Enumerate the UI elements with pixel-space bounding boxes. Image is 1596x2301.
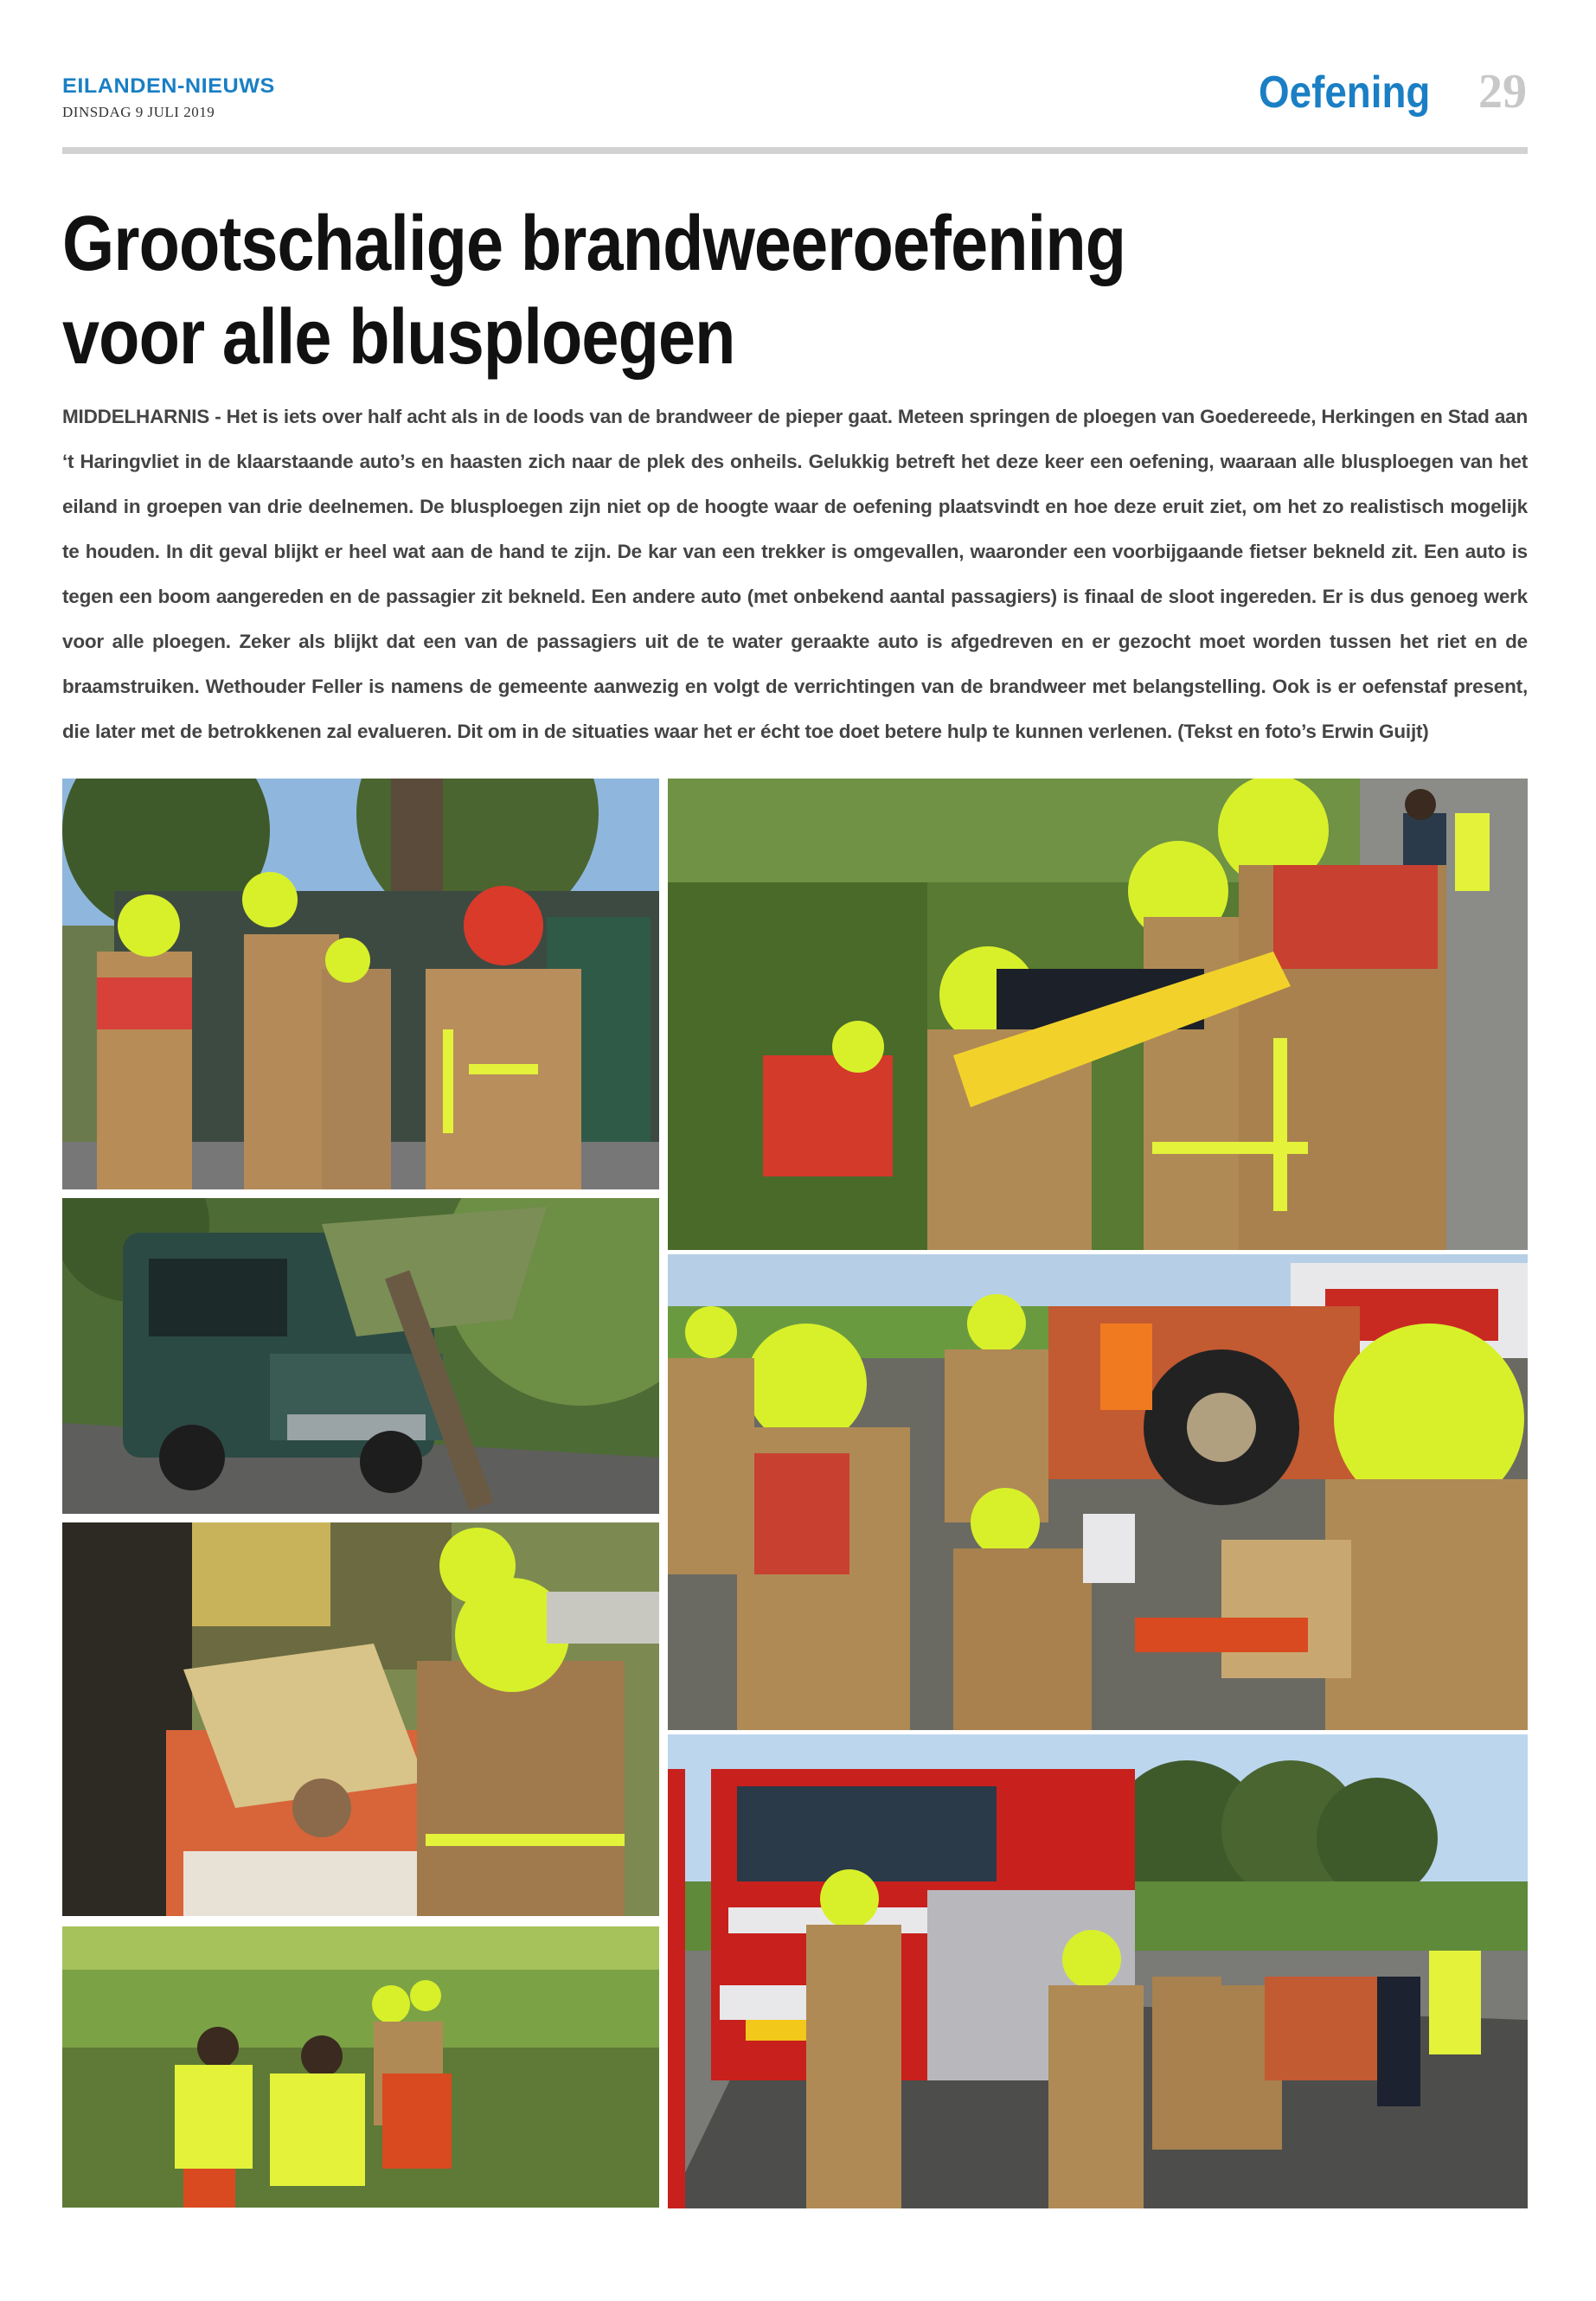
section-header [1235,64,1527,119]
article-body: MIDDELHARNIS - Het is iets over half acht als in de loods van de brandweer de pieper gaat. Meteen springen de ploegen van Goedereede, Herkingen en Stad aan ‘t Haringvliet in de klaarstaande auto’s en haasten zich naar de plek des onheils. Gelukkig betreft het deze keer een oefening, waaraan alle blusploegen van het eiland in groepen van drie deelnemen. De blusploegen zijn niet op de hoogte waar de oefening plaatsvindt en hoe deze eruit ziet, om het zo realistisch mogelijk te houden. In dit geval blijkt er heel wat aan de hand te zijn. De kar van een trekker is omgevallen, waaronder een voorbijgaande fietser bekneld zit. Een auto is tegen een boom aangereden en de passagier zit bekneld. Een andere auto (met onbekend aantal passagiers) is finaal de sloot ingereden. Er is dus genoeg werk voor alle ploegen. Zeker als blijkt dat een van de passagiers uit de te water geraakte auto is afgedreven en er gezocht moet worden tussen het riet en de braamstruiken. Wethouder Feller is namens de gemeente aanwezig en volgt de verrichtingen van de brandweer met belangstelling. Ook is er oefenstaf present, die later met de betrokkenen zal evalueren. Dit om in de situaties waar het er écht toe doet betere hulp te kunnen verlenen. (Tekst en foto’s Erwin Guijt) [62,406,1528,742]
photo-firefighters-at-van [62,779,659,1189]
header-divider [62,147,1528,154]
page-number: 29 [1478,65,1527,119]
section-title: Oefening [1258,67,1430,118]
photo-search-in-reeds [62,1926,659,2208]
newspaper-logo: EILANDEN-NIEUWS [62,74,275,98]
article-headline [62,197,1360,384]
photo-fire-truck-crew [668,1734,1528,2208]
photo-stretcher-rescue [668,779,1528,1250]
photo-van-against-tree [62,1198,659,1514]
masthead [62,74,275,121]
photo-victim-foil-blanket [62,1522,659,1916]
headline-line-1: Grootschalige brandweeroefening [62,201,1126,287]
photo-tractor-accident [668,1254,1528,1730]
issue-date: DINSDAG 9 JULI 2019 [62,104,215,120]
headline-line-2: voor alle blusploegen [62,294,735,381]
